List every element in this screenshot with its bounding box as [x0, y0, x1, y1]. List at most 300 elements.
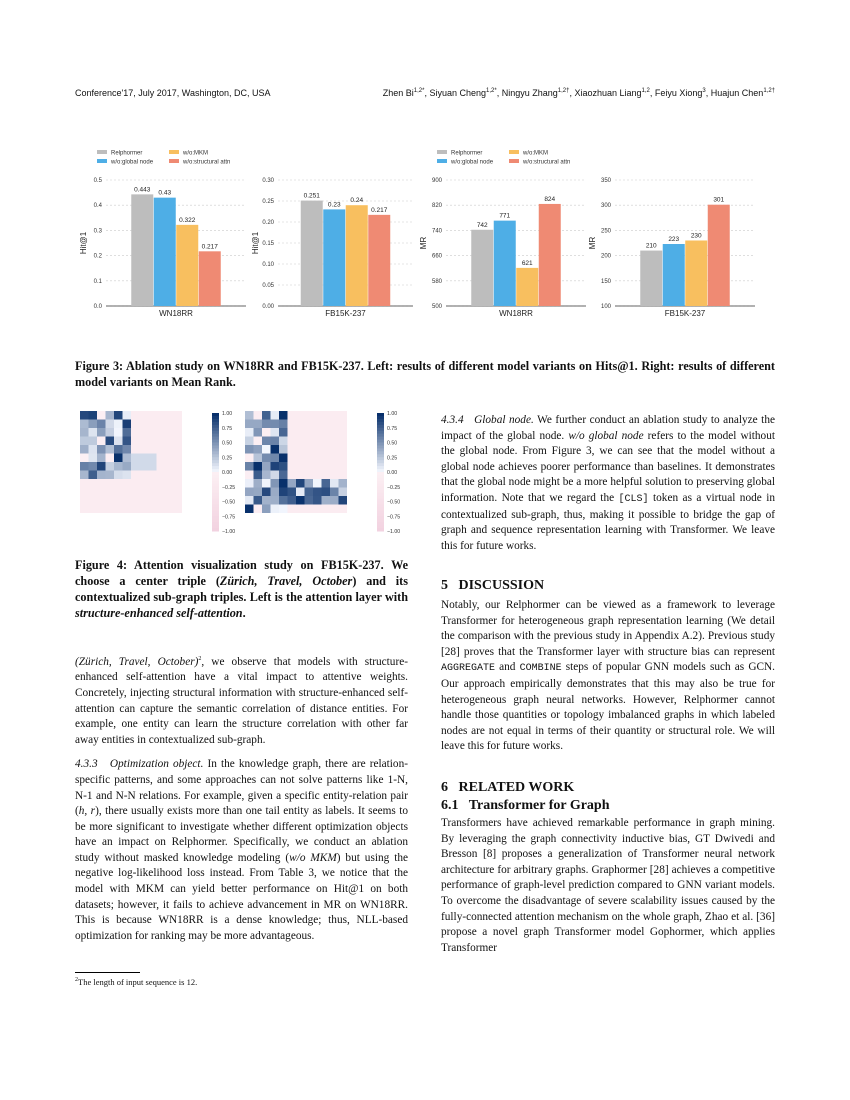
y-tick-label: 660 [431, 253, 442, 260]
colorbar-segment [212, 528, 219, 531]
colorbar-segment [212, 493, 219, 496]
heatmap-cell [89, 488, 98, 497]
heatmap-cell [313, 428, 322, 437]
bar [663, 244, 685, 306]
heatmap-cell [245, 420, 254, 429]
heatmap-cell [148, 411, 157, 420]
bar [301, 201, 323, 306]
heatmap-cell [114, 420, 123, 429]
colorbar-segment [212, 431, 219, 434]
bar [131, 194, 153, 306]
heatmap-cell [288, 420, 297, 429]
right-column-body [441, 413, 775, 956]
heatmap-cell [174, 471, 183, 480]
colorbar-segment [377, 510, 384, 513]
bar-value-label: 0.443 [134, 186, 151, 194]
heatmap-cell [322, 488, 331, 497]
author-name: Feiyu Xiong$^3$ [654, 88, 706, 98]
colorbar-segment [212, 481, 219, 484]
y-tick-label: 0.25 [262, 199, 274, 205]
heatmap-cell [97, 471, 106, 480]
heatmap-cell [271, 488, 280, 497]
heatmap-cell [254, 505, 263, 514]
heatmap-cell [123, 445, 132, 454]
heatmap-cell [157, 445, 166, 454]
heatmap-cell [254, 437, 263, 446]
heatmap-cell [305, 445, 314, 454]
heatmap-cell [288, 411, 297, 420]
heatmap-cell [313, 437, 322, 446]
heatmap-cell [123, 411, 132, 420]
colorbar-tick-label: 0.50 [222, 440, 233, 447]
colorbar-tick-label: −0.25 [387, 484, 401, 491]
x-axis-label: WN18RR [159, 309, 193, 318]
heatmap-cell [89, 471, 98, 480]
heatmap-cell [296, 496, 305, 505]
colorbar-segment [212, 413, 219, 416]
heatmap-cell [330, 479, 339, 488]
heatmap-cell [140, 420, 149, 429]
heatmap-cell [313, 471, 322, 480]
colorbar-segment [377, 434, 384, 437]
heatmap-cell [296, 462, 305, 471]
heatmap-cell [131, 428, 140, 437]
heatmap-cell [288, 428, 297, 437]
heatmap-cell [80, 445, 89, 454]
y-tick-label: 0.20 [262, 220, 274, 226]
colorbar-tick-label: 0.25 [222, 455, 233, 462]
y-tick-label: 0.4 [93, 203, 102, 210]
colorbar-segment [212, 428, 219, 431]
colorbar-tick-label: −1.00 [222, 529, 236, 535]
colorbar-segment [212, 416, 219, 419]
y-tick-label: 820 [431, 203, 442, 210]
heatmap-cell [245, 479, 254, 488]
heatmap-cell [140, 479, 149, 488]
heatmap-cell [245, 505, 254, 514]
bar-value-label: 0.322 [179, 216, 196, 224]
heatmap-cell [288, 445, 297, 454]
heatmap-cell [330, 445, 339, 454]
heatmap-cell [157, 462, 166, 471]
colorbar-segment [212, 419, 219, 422]
bar-value-label: 824 [544, 195, 556, 203]
heatmap-cell [288, 505, 297, 514]
heatmap-cell [288, 454, 297, 463]
heatmap-cell [174, 437, 183, 446]
legend-swatch [169, 150, 179, 154]
heatmap-cell [245, 411, 254, 420]
legend-swatch [97, 150, 107, 154]
legend-label: w/o:global node [451, 159, 494, 166]
colorbar-segment [212, 469, 219, 472]
heatmap-cell [271, 445, 280, 454]
section-4-3-3: 4.3.3 Optimization object. In the knowledge graph, there are relation-specific patterns, and some approaches can not solve patterns like 1-N, N-1 and N-N relations. For example, given a specific entity-relation pair (h, r), there usually exists more than one tail entity as labels. It seems to be more significant to investigate whether different optimization objects have an impact on Relphormer. Specifically, we conduct an ablation study without masked knowledge modeling (w/o MKM) but using the negative log-likelihood loss instead. From Table 3, we notice that the model with MKM can yield better performance on Hit@1 on both datasets; however, it fails to achieve advancement in MR on WN18RR. This is because WN18RR is a dense knowledge; thus, NLL-based optimization for ranking may be more advantageous. [75, 758, 408, 942]
heatmap-cell [80, 454, 89, 463]
heatmap-cell [279, 445, 288, 454]
colorbar-tick-label: 0.75 [387, 425, 398, 432]
heatmap-cell [330, 420, 339, 429]
heatmap-cell [140, 428, 149, 437]
heatmap-cell [262, 445, 271, 454]
legend-swatch [509, 159, 519, 163]
bar [640, 251, 662, 306]
bar-value-label: 0.217 [201, 243, 218, 251]
heatmap-cell [157, 479, 166, 488]
heatmap-cell [123, 471, 132, 480]
heatmap-cell [339, 437, 348, 446]
colorbar-tick-label: −0.75 [387, 514, 401, 521]
y-tick-label: 580 [431, 278, 442, 285]
heatmap-cell [89, 496, 98, 505]
legend-swatch [169, 159, 179, 163]
heatmap-cell [313, 445, 322, 454]
heatmap-cell [330, 496, 339, 505]
colorbar-segment [377, 443, 384, 446]
y-tick-label: 0.0 [93, 304, 102, 310]
heatmap-cell [305, 488, 314, 497]
heatmap-cell [339, 496, 348, 505]
heatmap-cell [254, 471, 263, 480]
attention-heatmap-left [75, 408, 255, 543]
heatmap-cell [262, 496, 271, 505]
heatmap-cell [148, 437, 157, 446]
heatmap-cell [313, 496, 322, 505]
heatmap-cell [322, 462, 331, 471]
heatmap-cell [245, 488, 254, 497]
colorbar-segment [212, 484, 219, 487]
heatmap-cell [80, 471, 89, 480]
bar [176, 225, 198, 306]
y-tick-label: 100 [600, 304, 611, 310]
heatmap-cell [279, 471, 288, 480]
bar [471, 230, 493, 306]
heatmap-cell [288, 462, 297, 471]
heatmap-cell [165, 420, 174, 429]
colorbar-segment [212, 440, 219, 443]
heatmap-cell [89, 437, 98, 446]
colorbar-segment [377, 493, 384, 496]
heatmap-cell [123, 488, 132, 497]
colorbar-segment [212, 510, 219, 513]
heatmap-cell [330, 454, 339, 463]
colorbar-segment [377, 457, 384, 460]
colorbar-segment [212, 499, 219, 502]
heatmap-cell [305, 462, 314, 471]
heatmap-cell [131, 411, 140, 420]
colorbar-segment [212, 443, 219, 446]
heatmap-cell [330, 505, 339, 514]
heatmap-cell [157, 411, 166, 420]
bar-value-label: 0.23 [327, 201, 341, 209]
heatmap-cell [140, 471, 149, 480]
colorbar-segment [212, 475, 219, 478]
author-name: Ningyu Zhang$^{1,2\dagger}$ [501, 88, 570, 98]
colorbar-segment [377, 496, 384, 499]
heatmap-cell [148, 462, 157, 471]
colorbar-segment [377, 431, 384, 434]
legend-label: Relphormer [451, 150, 483, 157]
bar-value-label: 223 [668, 236, 680, 244]
heatmap-cell [322, 437, 331, 446]
colorbar-segment [377, 422, 384, 425]
colorbar-tick-label: 1.00 [387, 411, 398, 417]
heatmap-cell [114, 479, 123, 488]
x-axis-label: FB15K-237 [325, 309, 366, 318]
heatmap-cell [114, 437, 123, 446]
heatmap-cell [330, 437, 339, 446]
y-tick-label: 0.1 [93, 278, 102, 285]
heatmap-cell [123, 454, 132, 463]
heatmap-cell [140, 445, 149, 454]
heatmap-cell [305, 437, 314, 446]
heatmap-cell [174, 462, 183, 471]
y-tick-label: 0.5 [93, 178, 102, 184]
heatmap-cell [80, 437, 89, 446]
heatmap-cell [106, 411, 115, 420]
y-tick-label: 740 [431, 228, 442, 235]
y-tick-label: 300 [600, 203, 611, 210]
heatmap-cell [106, 479, 115, 488]
colorbar-tick-label: 0.25 [387, 455, 398, 462]
colorbar-tick-label: 0.00 [387, 470, 398, 476]
bar-value-label: 0.24 [350, 197, 364, 205]
colorbar-segment [377, 516, 384, 519]
heatmap-cell [339, 420, 348, 429]
heatmap-cell [131, 462, 140, 471]
heatmap-cell [114, 445, 123, 454]
colorbar-segment [377, 428, 384, 431]
heatmap-cell [123, 496, 132, 505]
heatmap-cell [114, 505, 123, 514]
heatmap-cell [262, 454, 271, 463]
heatmap-cell [148, 496, 157, 505]
heatmap-cell [97, 454, 106, 463]
colorbar-segment [212, 448, 219, 451]
heatmap-cell [322, 420, 331, 429]
heatmap-cell [131, 420, 140, 429]
heatmap-cell [148, 471, 157, 480]
author-name: Xiaozhuan Liang$^{1,2}$ [574, 88, 650, 98]
heatmap-cell [131, 505, 140, 514]
heatmap-cell [174, 505, 183, 514]
heatmap-cell [296, 471, 305, 480]
heatmap-cell [262, 471, 271, 480]
heatmap-cell [174, 496, 183, 505]
heatmap-cell [271, 505, 280, 514]
section-6-1-heading: 6.1 Transformer for Graph [441, 798, 610, 814]
heatmap-cell [313, 488, 322, 497]
colorbar-tick-label: −0.75 [222, 514, 236, 521]
heatmap-cell [114, 462, 123, 471]
heatmap-cell [157, 505, 166, 514]
colorbar-segment [377, 487, 384, 490]
heatmap-cell [322, 454, 331, 463]
heatmap-cell [165, 479, 174, 488]
bar [494, 221, 516, 306]
y-tick-label: 900 [431, 178, 442, 184]
bar-chart-fb15k-mr [590, 140, 775, 320]
section-5-heading: 5 DISCUSSION [441, 578, 545, 594]
heatmap-cell [165, 505, 174, 514]
heatmap-cell [148, 479, 157, 488]
colorbar-segment [212, 507, 219, 510]
colorbar-segment [377, 528, 384, 531]
colorbar-segment [212, 478, 219, 481]
colorbar-segment [377, 454, 384, 457]
heatmap-cell [296, 454, 305, 463]
bar [346, 205, 368, 306]
heatmap-cell [254, 479, 263, 488]
heatmap-cell [80, 479, 89, 488]
heatmap-cell [339, 445, 348, 454]
heatmap-cell [114, 496, 123, 505]
heatmap-cell [165, 488, 174, 497]
heatmap-cell [313, 505, 322, 514]
colorbar-segment [377, 460, 384, 463]
author-name: Huajun Chen$^{1,2\dagger}$ [710, 88, 775, 98]
heatmap-cell [262, 488, 271, 497]
colorbar-segment [377, 466, 384, 469]
colorbar-segment [212, 525, 219, 528]
colorbar-segment [212, 466, 219, 469]
heatmap-cell [288, 479, 297, 488]
figure-3-caption: Figure 3: Ablation study on WN18RR and FB15K-237. Left: results of different model variants on Hits@1. Right: results of different model variants on Mean Rank. [75, 359, 775, 389]
heatmap-cell [245, 471, 254, 480]
bar [539, 204, 561, 306]
legend-label: Relphormer [111, 150, 143, 157]
bar-chart-wn18rr-mr [415, 140, 590, 320]
related-work-paragraph: Transformers have achieved remarkable performance in graph mining. By leveraging the graph connectivity inductive bias, GT Dwivedi and Bresson [8] proposes a generalization of Transformer neural network architecture for arbitrary graphs. Graphormer [28] achieves a competitive performance of graph-level prediction compared to GNN variant models. To overcome the disadvantage of severe scalability issues caused by the fully-connected attention mechanism on the whole graph, Zhao et al. [36] propose a novel graph Transformer model Gophormer, which applies Transformer [441, 817, 775, 954]
heatmap-cell [165, 411, 174, 420]
heatmap-cell [89, 454, 98, 463]
heatmap-cell [254, 420, 263, 429]
heatmap-cell [339, 488, 348, 497]
heatmap-cell [279, 488, 288, 497]
heatmap-cell [254, 411, 263, 420]
heatmap-cell [296, 411, 305, 420]
bar [368, 215, 390, 306]
heatmap-cell [123, 462, 132, 471]
colorbar-segment [377, 437, 384, 440]
heatmap-cell [165, 428, 174, 437]
heatmap-cell [148, 428, 157, 437]
colorbar-tick-label: 0.00 [222, 470, 233, 476]
heatmap-cell [106, 488, 115, 497]
y-tick-label: 0.3 [93, 228, 102, 235]
heatmap-cell [114, 471, 123, 480]
y-tick-label: 350 [600, 178, 611, 184]
colorbar-segment [377, 490, 384, 493]
colorbar-segment [377, 507, 384, 510]
heatmap-cell [305, 454, 314, 463]
colorbar-segment [377, 484, 384, 487]
heatmap-cell [148, 454, 157, 463]
heatmap-cell [89, 479, 98, 488]
colorbar-segment [377, 469, 384, 472]
bar-value-label: 771 [499, 212, 511, 220]
heatmap-cell [106, 462, 115, 471]
colorbar-segment [377, 519, 384, 522]
colorbar-segment [377, 463, 384, 466]
colorbar-segment [377, 504, 384, 507]
section-4-3-4: 4.3.4 Global node. We further conduct an ablation study to analyze the impact of the global node. w/o global node refers to the model without the global node. From Figure 3, we can see that the model without a global node achieves poorer performance than baselines. It demonstrates that the global node might be a more helpful solution to preserving global information. Note that we regard the [CLS] token as a virtual node in contextualized sub-graph, thus, making it possible to bridge the gap of graph and sequence representation learning with Transformer. We leave this for future works. [441, 414, 775, 552]
heatmap-cell [296, 479, 305, 488]
heatmap-cell [106, 437, 115, 446]
y-tick-label: 0.2 [93, 253, 102, 260]
y-axis-label: MR [588, 236, 597, 250]
heatmap-cell [305, 420, 314, 429]
colorbar-segment [212, 504, 219, 507]
colorbar-segment [377, 425, 384, 428]
heatmap-cell [157, 420, 166, 429]
heatmap-cell [165, 496, 174, 505]
heatmap-cell [305, 496, 314, 505]
bar-chart-fb15k-hit1 [248, 140, 423, 320]
heatmap-cell [330, 471, 339, 480]
colorbar-segment [212, 451, 219, 454]
heatmap-cell [262, 428, 271, 437]
colorbar-segment [212, 472, 219, 475]
y-axis-label: Hit@1 [251, 231, 260, 255]
heatmap-cell [296, 505, 305, 514]
heatmap-cell [97, 462, 106, 471]
heatmap-cell [262, 505, 271, 514]
heatmap-cell [131, 471, 140, 480]
heatmap-cell [313, 420, 322, 429]
heatmap-cell [279, 496, 288, 505]
colorbar-segment [212, 422, 219, 425]
heatmap-cell [148, 505, 157, 514]
y-tick-label: 250 [600, 228, 611, 235]
heatmap-cell [140, 411, 149, 420]
bar [516, 268, 538, 306]
legend-swatch [437, 159, 447, 163]
heatmap-cell [271, 496, 280, 505]
colorbar-segment [212, 516, 219, 519]
heatmap-cell [339, 462, 348, 471]
legend-label: w/o:MKM [183, 150, 209, 157]
heatmap-cell [97, 496, 106, 505]
heatmap-cell [123, 479, 132, 488]
figure-4-caption: Figure 4: Attention visualization study on FB15K-237. We choose a center triple (Zürich, Travel, October) and its contextualized sub-graph triples. Left is the attention layer with structure-enhanced self-attention. [75, 558, 408, 620]
y-tick-label: 0.30 [262, 178, 274, 184]
heatmap-cell [165, 471, 174, 480]
heatmap-cell [123, 505, 132, 514]
heatmap-cell [157, 471, 166, 480]
heatmap-cell [339, 479, 348, 488]
heatmap-cell [106, 496, 115, 505]
footnote: $^2$The length of input sequence is 12. [75, 977, 198, 987]
heatmap-cell [89, 445, 98, 454]
heatmap-cell [262, 437, 271, 446]
bar-value-label: 0.43 [158, 189, 172, 197]
heatmap-cell [114, 454, 123, 463]
heatmap-cell [80, 488, 89, 497]
paragraph: (Zürich, Travel, October)$^2$, we observe that models with structure-enhanced self-attention have a vital impact to attentive weights. Concretely, injecting structural information with structure-enhanced self-attention can capture the semantic correlation of distance entities. For example, one entity can learn the structure correlation with other far away entities in contextualized sub-graph. [75, 655, 408, 746]
heatmap-cell [305, 428, 314, 437]
x-axis-label: FB15K-237 [664, 309, 706, 318]
footnote-rule [75, 972, 140, 973]
heatmap-cell [165, 462, 174, 471]
heatmap-cell [97, 445, 106, 454]
heatmap-cell [322, 505, 331, 514]
heatmap-cell [254, 445, 263, 454]
heatmap-cell [245, 454, 254, 463]
heatmap-cell [123, 437, 132, 446]
heatmap-cell [322, 445, 331, 454]
heatmap-cell [271, 454, 280, 463]
